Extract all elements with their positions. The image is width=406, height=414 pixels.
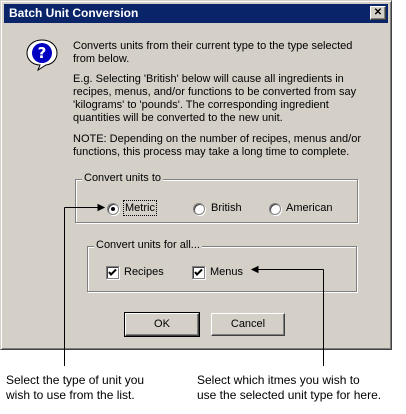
annotation-line: use the selected unit type for here. — [197, 388, 382, 402]
info-line: E.g. Selecting 'British' below will cause all ingredients in — [73, 73, 344, 85]
arrow-left-icon — [252, 267, 258, 273]
ok-button[interactable]: OK — [125, 313, 199, 336]
radio-british-label[interactable]: British — [211, 202, 242, 214]
info-line: from below. — [73, 53, 130, 65]
convert-units-for-legend: Convert units for all... — [96, 239, 200, 251]
arrow-right-icon — [98, 205, 104, 211]
window-title: Batch Unit Conversion — [9, 6, 139, 20]
recipes-label[interactable]: Recipes — [124, 266, 164, 278]
cancel-button[interactable]: Cancel — [211, 313, 285, 336]
annotation-items — [197, 373, 381, 403]
info-line: NOTE: Depending on the number of recipes, menus and/or — [73, 133, 361, 145]
annotation-line: wish to use from the list. — [6, 388, 135, 402]
info-line: quantities will be converted to the new unit. — [73, 112, 283, 124]
info-line: 'kilograms' to 'pounds'. The corresponding ingredient — [73, 99, 329, 111]
info-line: functions, this process may take a long time to complete. — [73, 146, 350, 158]
annotation-line: Select the type of unit you — [6, 373, 145, 387]
annotation-line: Select which itmes you wish to — [197, 373, 360, 387]
annotation-unit-type — [6, 373, 144, 403]
menus-label[interactable]: Menus — [210, 266, 244, 278]
info-line: Converts units from their current type to the type selected — [73, 40, 353, 52]
close-button[interactable]: ✕ — [370, 6, 386, 20]
radio-american-label[interactable]: American — [286, 202, 333, 214]
svg-text:?: ? — [37, 44, 47, 62]
convert-units-to-legend: Convert units to — [84, 172, 162, 184]
info-line: recipes, menus, and/or functions to be converted from say — [73, 86, 357, 98]
radio-metric-label[interactable]: Metric — [125, 202, 155, 214]
